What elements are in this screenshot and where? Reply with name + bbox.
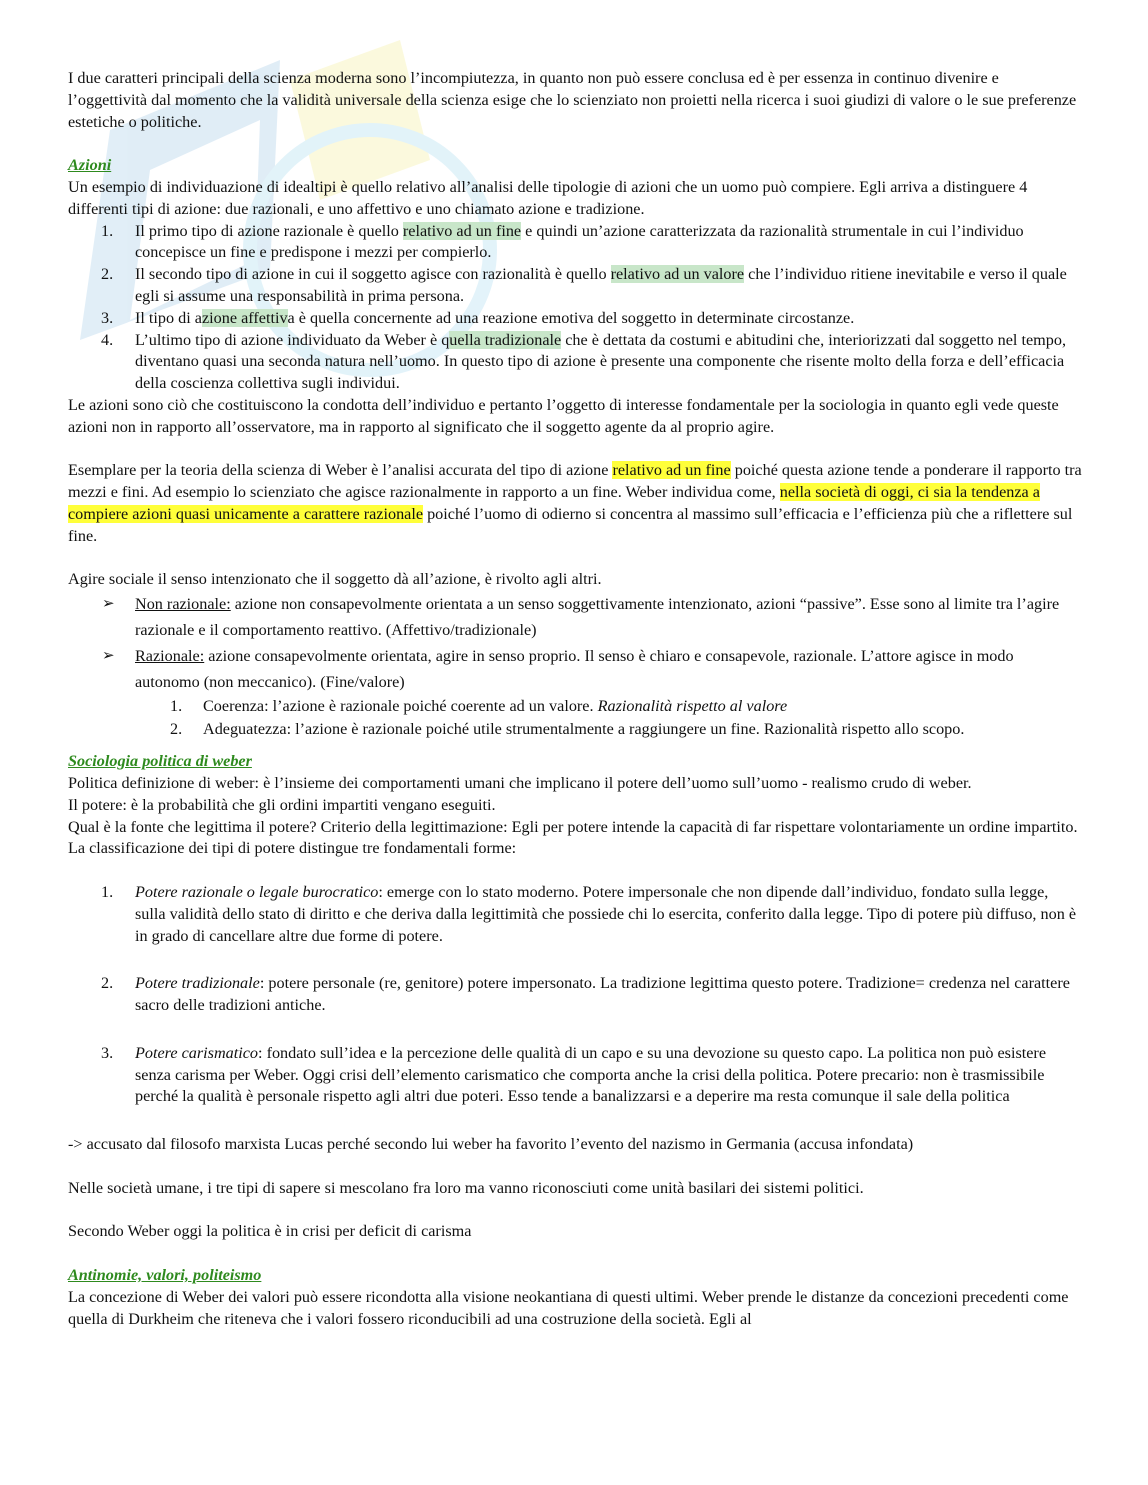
list-item: 3. Potere carismatico: fondato sull’idea e la percezione delle qualità di un capo e su una devozione su questo capo. La politica non può esistere senza carisma per Weber. Oggi crisi dell’elemento carismatico che comporta anche la crisi della politica. Potere precario: non è trasmissibile perché la qualità è personale rispetto agli altri due poteri. Esso tende a banalizzarsi e a deperire ma resta comunque il sale della politica — [101, 1043, 1047, 1106]
intro-paragraph: I due caratteri principali della scienza moderna sono l’incompiutezza, in quanto non può essere conclusa ed è per essenza in continuo divenire e l’oggettività dal momento che la validità universale della scienza esige che lo scienziato non proietti nella ricerca i suoi giudizi di valore o le sue preferenze estetiche o politiche. — [68, 69, 1077, 131]
heading-sociologia-politica: Sociologia politica di weber — [68, 752, 252, 771]
azioni-intro: Un esempio di individuazione di idealtipi è quello relativo all’analisi delle tipologie di azioni che un uomo può compiere. Egli arriva a distinguere 4 differenti tipi di azione: due razionali, e uno affettivo e uno chiamato azione e tradizione. — [68, 177, 1028, 218]
arrow-bullet-icon: ➢ — [102, 596, 115, 613]
highlight: zione affettiv — [202, 308, 288, 327]
societa-paragraph: Nelle società umane, i tre tipi di sapere si mescolano fra loro ma vanno riconosciuti come unità basilari dei sistemi politici. — [68, 1178, 864, 1197]
highlight: relativo ad un fine — [612, 461, 731, 480]
lucas-paragraph: -> accusato dal filosofo marxista Lucas perché secondo lui weber ha favorito l’evento del nazismo in Germania (accusa infondata) — [68, 1135, 914, 1154]
highlight: relativo ad un fine — [402, 221, 522, 240]
heading-antinomie: Antinomie, valori, politeismo — [68, 1266, 262, 1285]
esemplare-paragraph: Esemplare per la teoria della scienza di Weber è l’analisi accurata del tipo di azione relativo ad un fine poiché questa azione tende a ponderare il rapporto tra mezzi e fini. Ad esempio lo scienziato che agisce razionalmente in rapporto a un fine. Weber individua come, nella società di oggi, ci sia la tendenza a compiere azioni quasi unicamente a carattere razionale poiché l’uomo di odierno si concentra al massimo sull’efficacia e l’efficienza più che a riflettere sul fine. — [68, 461, 1082, 545]
list-item: 1. Coerenza: l’azione è razionale poiché coerente ad un valore. Razionalità rispetto al valore — [170, 697, 788, 716]
azioni-condotta-paragraph: Le azioni sono ciò che costituiscono la condotta dell’individuo e pertanto l’oggetto di interesse fondamentale per la sociologia in quanto egli vede queste azioni non in rapporto all’osservatore, ma in rapporto al significato che il soggetto agente da al proprio agire. — [68, 395, 1059, 436]
antinomie-paragraph: La concezione di Weber dei valori può essere ricondotta alla visione neokantiana di questi ultimi. Weber prende le distanze da concezioni precedenti come quella di Durkheim che riteneva che i valori fossero riconducibili ad una costruzione della società. Egli al — [68, 1287, 1069, 1328]
potere-definizione: Il potere: è la probabilità che gli ordini impartiti vengano eseguiti. — [68, 795, 496, 814]
crisi-paragraph: Secondo Weber oggi la politica è in crisi per deficit di carisma — [68, 1222, 472, 1241]
list-item: 1. Il primo tipo di azione razionale è quello relativo ad un fine e quindi un’azione caratterizzata da razionalità strumentale in cui l’individuo concepisce un fine e predispone i mezzi per compierlo. — [101, 221, 1024, 262]
list-item: 2. Potere tradizionale: potere personale (re, genitore) potere impersonato. La tradizione legittima questo potere. Tradizione= credenza nel carattere sacro delle tradizioni antiche. — [101, 974, 1070, 1015]
potere-list — [68, 882, 1082, 1108]
list-item: 2. Il secondo tipo di azione in cui il soggetto agisce con razionalità è quello relativo ad un valore che l’individuo ritiene inevitabile e verso il quale egli si assume una responsabilità in prima persona. — [101, 265, 1067, 305]
azioni-list — [68, 221, 1082, 395]
highlight: uella tradizionale — [449, 330, 562, 349]
list-item: 4. L’ultimo tipo di azione individuato da Weber è quella tradizionale che è dettata da costumi e abitudini che, interiorizzati dal soggetto nel tempo, diventano quasi una seconda natura nell’uomo. In questo tipo di azione è presente una componente che risente molto della forza e dell’efficacia della coscienza collettiva sugli individui. — [101, 330, 1066, 393]
agire-bullet-list — [68, 591, 1082, 695]
list-item: 3. Il tipo di azione affettiva è quella concernente ad una reazione emotiva del soggetto in determinate circostanze. — [101, 308, 855, 327]
list-item: ➢ Non razionale: azione non consapevolmente orientata a un senso soggettivamente intenzionato, azioni “passive”. Esse sono al limite tra l’agire razionale e il comportamento reattivo. (Affettivo/tradizionale) — [68, 591, 1082, 643]
list-item: 1. Potere razionale o legale burocratico: emerge con lo stato moderno. Potere impersonale che non dipende dall’individuo, fondato sulla legge, sulla validità dello stato di diritto e che deriva dalla legittimità che possiede chi lo esercita, conferito dalla legge. Tipo di potere più diffuso, non è in grado di cancellare altre due forme di potere. — [101, 882, 1077, 945]
document-page — [68, 68, 1082, 1330]
agire-sociale-paragraph: Agire sociale il senso intenzionato che il soggetto dà all’azione, è rivolto agli altri. — [68, 570, 602, 589]
arrow-bullet-icon: ➢ — [102, 648, 115, 665]
highlight: nella società di oggi, ci sia la tendenza a compiere azioni quasi unicamente a carattere razionale — [68, 483, 1040, 523]
razionale-sublist — [68, 695, 1082, 741]
politica-definizione: Politica definizione di weber: è l’insieme dei comportamenti umani che implicano il potere dell’uomo sull’uomo - realismo crudo di weber. — [68, 773, 972, 792]
heading-azioni: Azioni — [68, 156, 112, 175]
list-item: ➢ Razionale: azione consapevolmente orientata, agire in senso proprio. Il senso è chiaro e consapevole, razionale. L’attore agisce in modo autonomo (non meccanico). (Fine/valore) — [68, 643, 1082, 695]
legittimazione-paragraph: Qual è la fonte che legittima il potere? Criterio della legittimazione: Egli per potere intende la capacità di far rispettare volontariamente un ordine impartito. La classificazione dei tipi di potere distingue tre fondamentali forme: — [68, 817, 1078, 858]
highlight: relativo ad un valore — [610, 265, 745, 284]
list-item: 2. Adeguatezza: l’azione è razionale poiché utile strumentalmente a raggiungere un fine. Razionalità rispetto allo scopo. — [170, 720, 965, 739]
